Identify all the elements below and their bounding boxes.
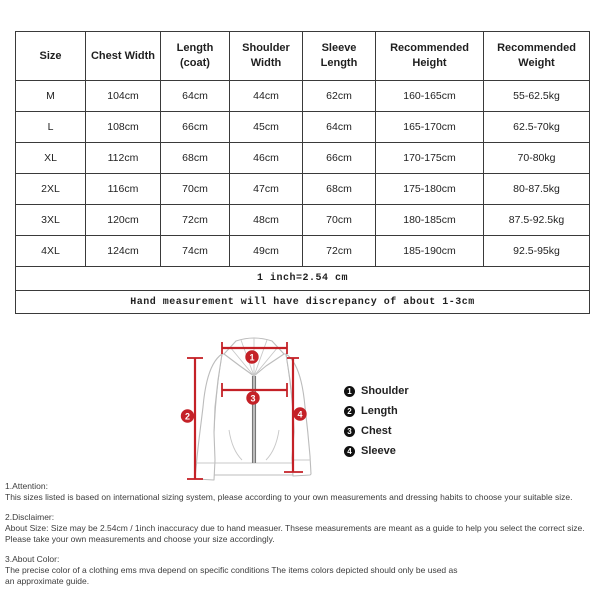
column-header: Recommended Height — [376, 32, 484, 81]
size-cell: XL — [16, 143, 86, 174]
shoulder-cell: 47cm — [230, 174, 303, 205]
legend-number-badge: 1 — [344, 386, 355, 397]
legend-number-badge: 3 — [344, 426, 355, 437]
length-cell: 70cm — [161, 174, 230, 205]
weight-cell: 55-62.5kg — [484, 81, 590, 112]
about-color-text-2: an approximate guide. — [5, 576, 90, 586]
size-cell: 4XL — [16, 236, 86, 267]
weight-cell: 62.5-70kg — [484, 112, 590, 143]
size-cell: M — [16, 81, 86, 112]
table-row — [16, 112, 590, 143]
discrepancy-row — [16, 291, 590, 314]
column-header: Size — [16, 32, 86, 81]
legend-number-badge: 2 — [344, 406, 355, 417]
table-row — [16, 205, 590, 236]
length-cell: 74cm — [161, 236, 230, 267]
chest-cell: 104cm — [86, 81, 161, 112]
measurement-legend — [344, 381, 409, 461]
inch-conversion-note: 1 inch=2.54 cm — [16, 267, 590, 291]
attention-title: 1.Attention: — [5, 481, 49, 491]
table-row — [16, 143, 590, 174]
sleeve-cell: 64cm — [303, 112, 376, 143]
column-header: Chest Width — [86, 32, 161, 81]
weight-cell: 80-87.5kg — [484, 174, 590, 205]
legend-item — [344, 421, 409, 441]
table-row — [16, 81, 590, 112]
sleeve-cell: 72cm — [303, 236, 376, 267]
column-header: Shoulder Width — [230, 32, 303, 81]
shoulder-cell: 45cm — [230, 112, 303, 143]
svg-text:2: 2 — [184, 411, 191, 422]
column-header: Sleeve Length — [303, 32, 376, 81]
chest-callout — [246, 391, 259, 404]
about-color-text-1: The precise color of a clothing ems mva depend on specific conditions The items colors depicted should only be used as — [5, 565, 458, 575]
svg-text:3: 3 — [250, 393, 256, 404]
legend-label: Sleeve — [361, 445, 396, 457]
disclaimer-title: 2.Disclaimer: — [5, 512, 55, 522]
sleeve-cell: 68cm — [303, 174, 376, 205]
attention-text: This sizes listed is based on international sizing system, please according to your own measurements and dressing habits to choose your suitable size. — [5, 492, 573, 502]
weight-cell: 70-80kg — [484, 143, 590, 174]
chest-cell: 112cm — [86, 143, 161, 174]
legend-label: Chest — [361, 425, 392, 437]
chest-cell: 108cm — [86, 112, 161, 143]
disclaimer-text-2: Please take your own measurements and choose your size accordingly. — [5, 534, 275, 544]
legend-label: Length — [361, 405, 398, 417]
table-row — [16, 174, 590, 205]
shoulder-cell: 46cm — [230, 143, 303, 174]
length-callout — [181, 409, 194, 422]
column-header: Length (coat) — [161, 32, 230, 81]
legend-item — [344, 401, 409, 421]
shoulder-cell: 49cm — [230, 236, 303, 267]
height-cell: 165-170cm — [376, 112, 484, 143]
disclaimer-text-1: About Size: Size may be 2.54cm / 1inch inaccuracy due to hand measuer. Thsese measurements are meant as a guide to help you select the correct size. — [5, 523, 585, 533]
svg-text:4: 4 — [297, 409, 303, 420]
measurement-discrepancy-note: Hand measurement will have discrepancy of about 1-3cm — [16, 291, 590, 314]
size-cell: 2XL — [16, 174, 86, 205]
size-cell: L — [16, 112, 86, 143]
table-row — [16, 236, 590, 267]
legend-item — [344, 441, 409, 461]
weight-cell: 92.5-95kg — [484, 236, 590, 267]
column-header: Recommended Weight — [484, 32, 590, 81]
svg-text:1: 1 — [249, 352, 255, 363]
jacket-measurement-diagram — [150, 332, 340, 484]
sleeve-callout — [293, 407, 306, 420]
weight-cell: 87.5-92.5kg — [484, 205, 590, 236]
length-cell: 66cm — [161, 112, 230, 143]
height-cell: 180-185cm — [376, 205, 484, 236]
height-cell: 160-165cm — [376, 81, 484, 112]
notes-section — [5, 481, 598, 596]
height-cell: 170-175cm — [376, 143, 484, 174]
height-cell: 185-190cm — [376, 236, 484, 267]
disclaimer-section — [5, 512, 598, 545]
sleeve-cell: 62cm — [303, 81, 376, 112]
legend-item — [344, 381, 409, 401]
shoulder-cell: 44cm — [230, 81, 303, 112]
header-row — [16, 32, 590, 81]
inch-conversion-row — [16, 267, 590, 291]
legend-number-badge: 4 — [344, 446, 355, 457]
length-cell: 68cm — [161, 143, 230, 174]
shoulder-callout — [245, 350, 258, 363]
sleeve-cell: 70cm — [303, 205, 376, 236]
sleeve-cell: 66cm — [303, 143, 376, 174]
chest-cell: 116cm — [86, 174, 161, 205]
chest-cell: 124cm — [86, 236, 161, 267]
chest-cell: 120cm — [86, 205, 161, 236]
size-table — [15, 31, 590, 314]
length-cell: 72cm — [161, 205, 230, 236]
height-cell: 175-180cm — [376, 174, 484, 205]
shoulder-cell: 48cm — [230, 205, 303, 236]
length-cell: 64cm — [161, 81, 230, 112]
attention-section — [5, 481, 598, 503]
about-color-section — [5, 554, 598, 587]
about-color-title: 3.About Color: — [5, 554, 60, 564]
size-cell: 3XL — [16, 205, 86, 236]
legend-label: Shoulder — [361, 385, 409, 397]
